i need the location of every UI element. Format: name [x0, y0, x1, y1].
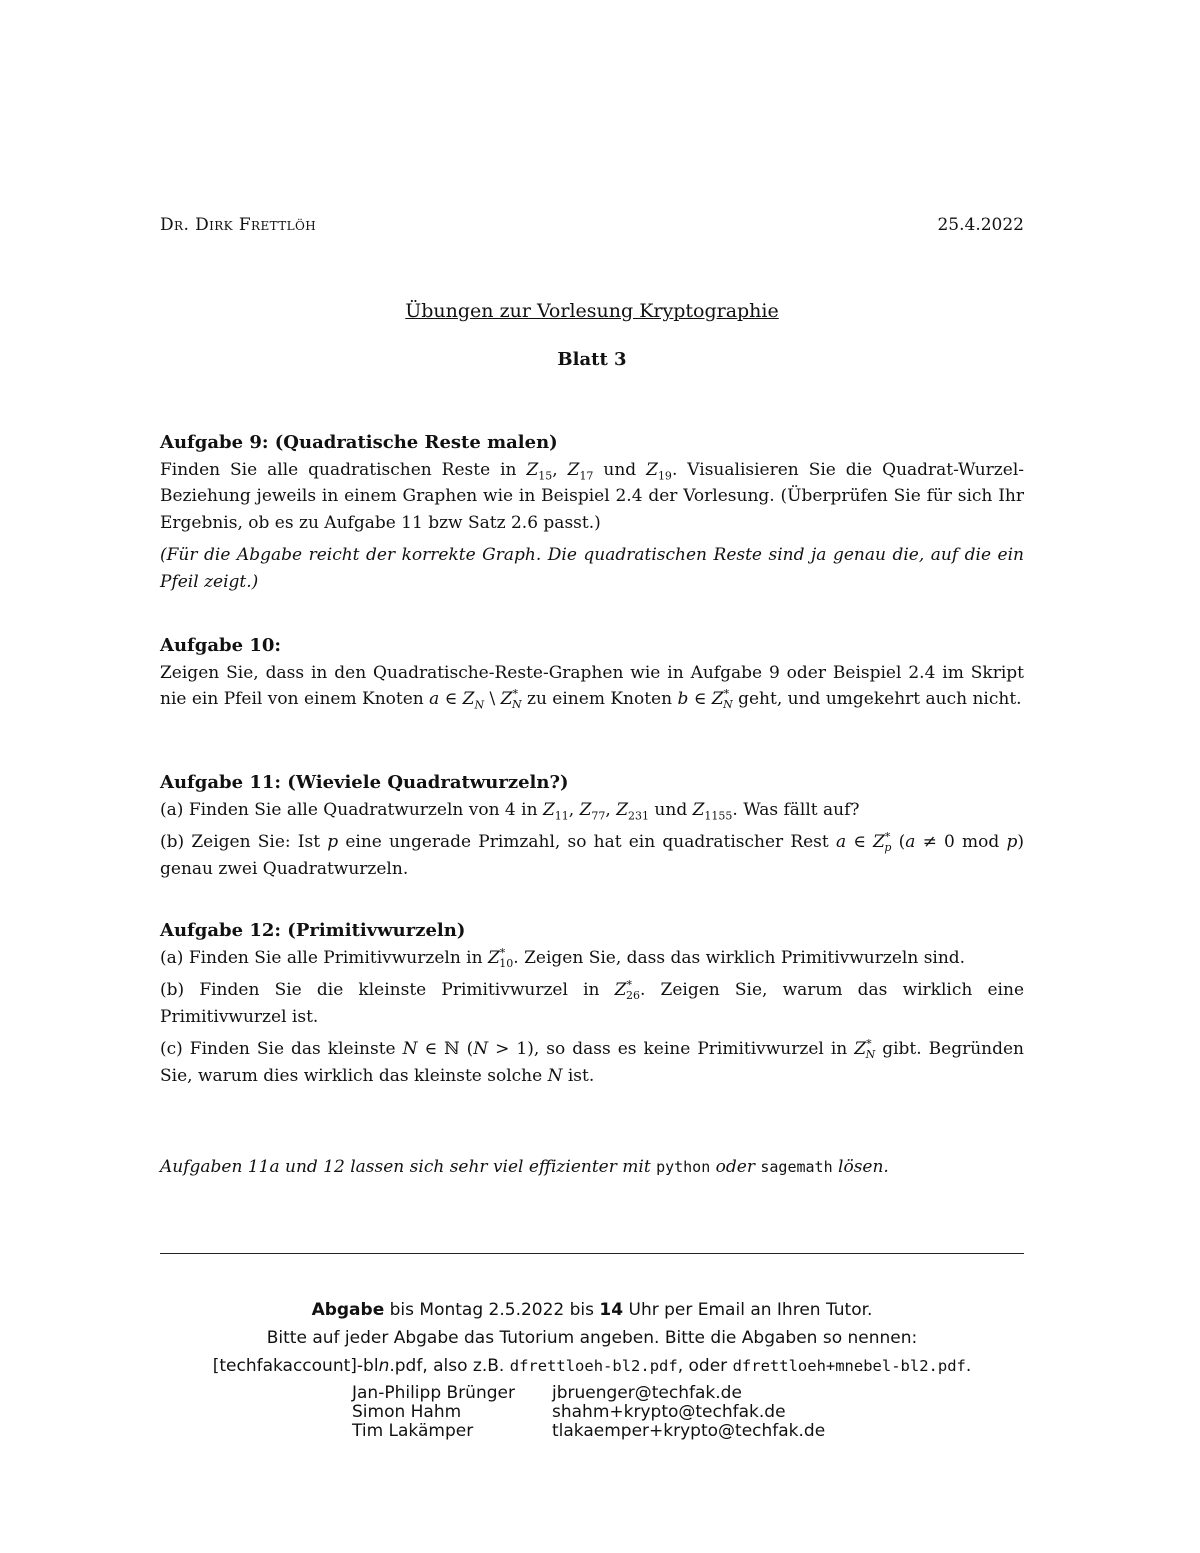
tutor-email: shahm+krypto@techfak.de [552, 1402, 786, 1422]
task-12 [160, 918, 1024, 1095]
tutor-name: Simon Hahm [352, 1402, 462, 1422]
tutor-name: Jan-Philipp Brünger [352, 1383, 515, 1403]
tutor-list [352, 1384, 825, 1441]
tutor-row [352, 1422, 825, 1441]
tutor-email: tlakaemper+krypto@techfak.de [552, 1421, 826, 1441]
task-12-c: (c) Finden Sie das kleinste N ∈ ℕ (N > 1), so dass es keine Primitivwurzel in $Z^*_N$ gibt. Begründen Sie, warum dies wirklich das kleinste solche N ist. [160, 1037, 1024, 1086]
task-10-heading: Aufgabe 10: [160, 635, 282, 656]
task-10 [160, 633, 1024, 719]
date: 25.4.2022 [937, 215, 1024, 235]
tutor-row [352, 1403, 825, 1422]
task-9-heading: Aufgabe 9: (Quadratische Reste malen) [160, 432, 558, 453]
document-page [160, 0, 1024, 1553]
page-title: Übungen zur Vorlesung Kryptographie [405, 300, 779, 322]
task-11 [160, 770, 1024, 888]
tutor-row [352, 1384, 825, 1403]
author-name: Dr. Dirk Frettlöh [160, 215, 317, 235]
task-12-a: (a) Finden Sie alle Primitivwurzeln in $Z^*_{10}$. Zeigen Sie, dass das wirklich Primitivwurzeln sind. [160, 945, 966, 970]
header [160, 215, 1024, 241]
hint-text: Aufgaben 11a und 12 lassen sich sehr viel effizienter mit python oder sagemath lösen. [160, 1157, 889, 1177]
task-9-note: (Für die Abgabe reicht der korrekte Graph. Die quadratischen Reste sind ja genau die, auf die ein Pfeil zeigt.) [160, 545, 1024, 592]
tutor-email: jbruenger@techfak.de [552, 1383, 742, 1403]
sheet-number: Blatt 3 [557, 349, 627, 370]
submission-line-1: Abgabe bis Montag 2.5.2022 bis 14 Uhr per Email an Ihren Tutor. [311, 1300, 873, 1320]
task-10-text: Zeigen Sie, dass in den Quadratische-Reste-Graphen wie in Aufgabe 9 oder Beispiel 2.4 im Skript nie ein Pfeil von einem Knoten a ∈ $Z_N$ \ $Z^*_N$ zu einem Knoten b ∈ $Z^*_N$ geht, und umgekehrt auch nicht. [160, 662, 1024, 712]
task-11-b: (b) Zeigen Sie: Ist p eine ungerade Primzahl, so hat ein quadratischer Rest a ∈ $Z^*_p$ (a ≠ 0 mod p) genau zwei Quadratwurzeln. [160, 830, 1024, 879]
task-11-a: (a) Finden Sie alle Quadratwurzeln von 4 in $Z_{11}$, $Z_{77}$, $Z_{231}$ und $Z_{1155}$. Was fällt auf? [160, 799, 860, 822]
divider [160, 1253, 1024, 1254]
task-12-heading: Aufgabe 12: (Primitivwurzeln) [160, 920, 466, 941]
task-9-text: Finden Sie alle quadratischen Reste in $Z_{15}$, $Z_{17}$ und $Z_{19}$. Visualisieren Sie die Quadrat-Wurzel-Beziehung jeweils in einem Graphen wie in Beispiel 2.4 der Vorlesung. (Überprüfen Sie für sich Ihr Ergebnis, ob es zu Aufgabe 11 bzw Satz 2.6 passt.) [160, 459, 1024, 533]
submission-info [140, 1296, 1044, 1380]
task-12-b: (b) Finden Sie die kleinste Primitivwurzel in $Z^*_{26}$. Zeigen Sie, warum das wirklich eine Primitivwurzel ist. [160, 978, 1025, 1027]
task-11-heading: Aufgabe 11: (Wieviele Quadratwurzeln?) [160, 772, 569, 793]
task-9 [160, 430, 1024, 601]
tutor-name: Tim Lakämper [352, 1421, 474, 1441]
submission-line-2: Bitte auf jeder Abgabe das Tutorium angeben. Bitte die Abgaben so nennen: [266, 1328, 918, 1348]
submission-line-3: [techfakaccount]-bln.pdf, also z.B. dfrettloeh-bl2.pdf, oder dfrettloeh+mnebel-bl2.pdf. [212, 1356, 972, 1376]
